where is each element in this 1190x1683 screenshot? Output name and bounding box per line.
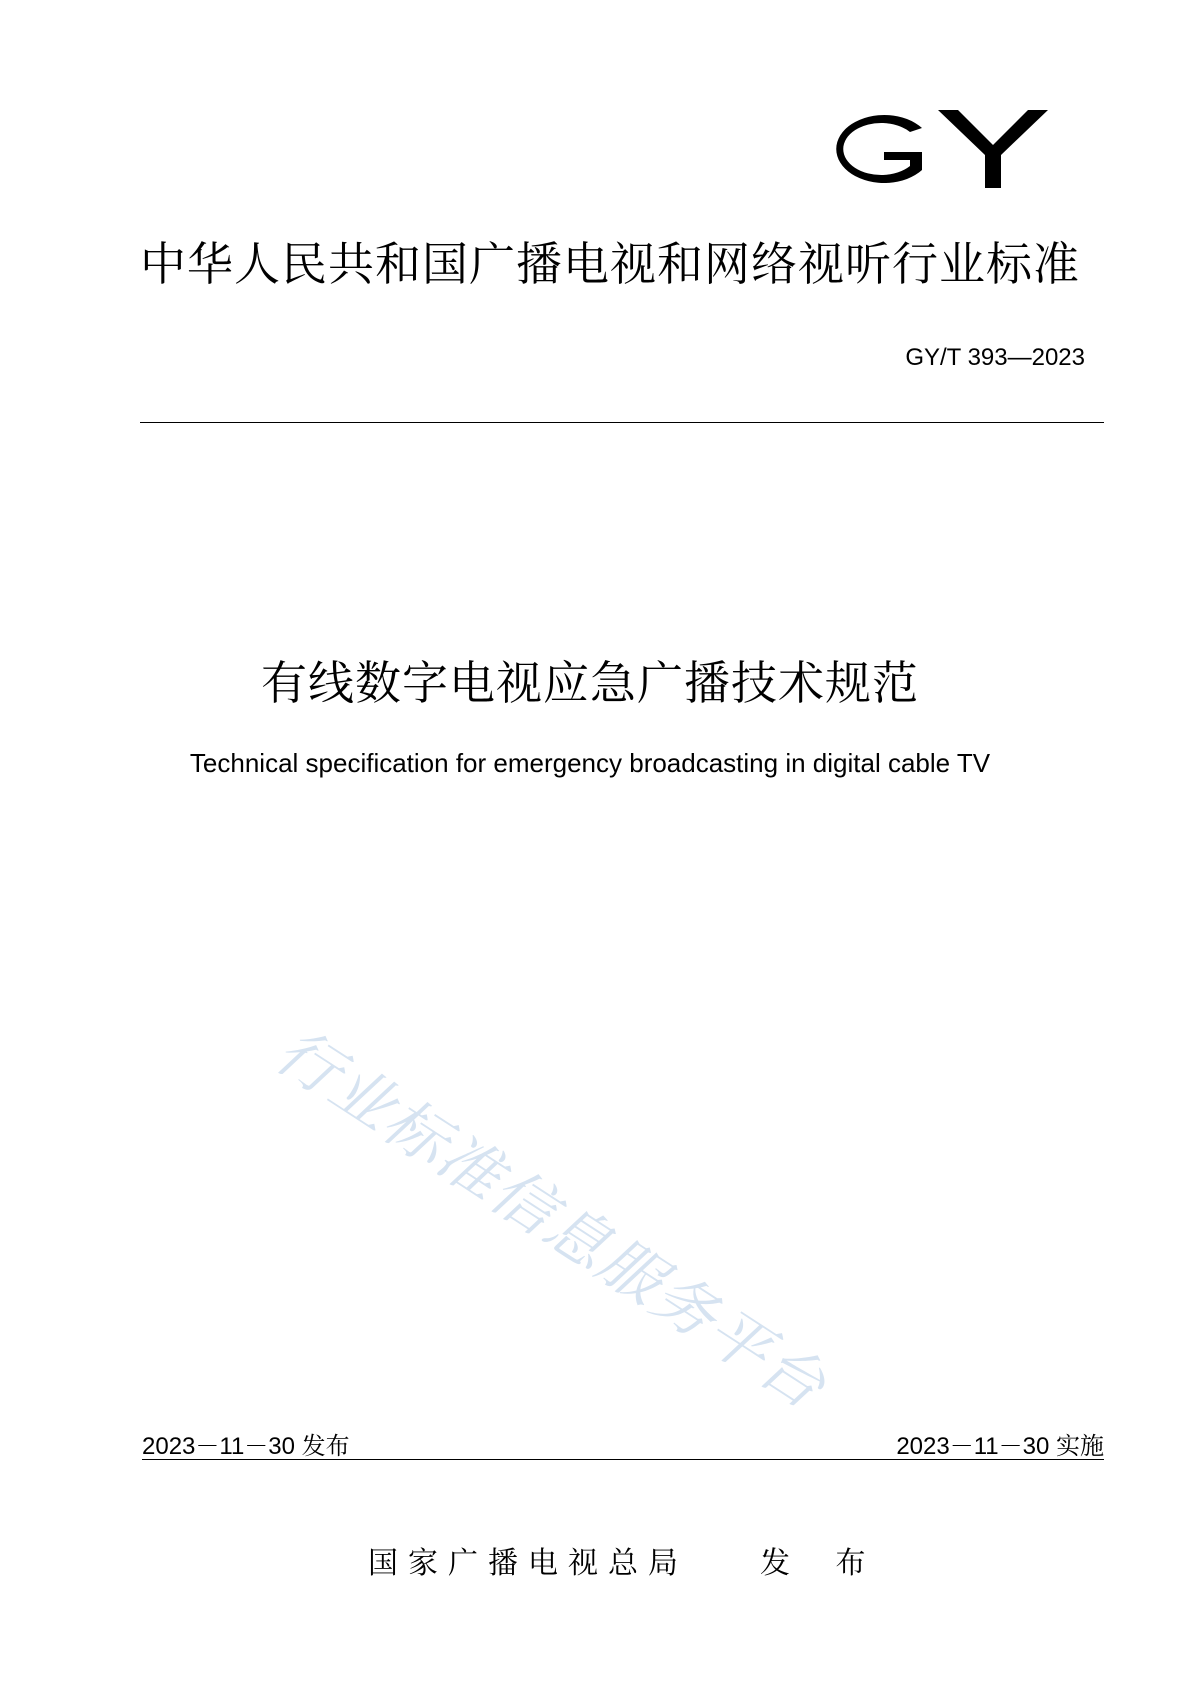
implementation-date: 2023－11－30 实施 xyxy=(896,1433,1104,1460)
top-divider xyxy=(140,422,1104,423)
issuing-authority: 国家广播电视总局 xyxy=(368,1546,688,1581)
document-title-english: Technical specification for emergency broadcasting in digital cable TV xyxy=(189,748,991,778)
watermark: 行业标准信息服务平台 xyxy=(263,1013,840,1424)
gy-logo-graphic xyxy=(810,100,1050,200)
bottom-divider xyxy=(142,1459,1104,1460)
document-title-chinese: 有线数字电视应急广播技术规范 xyxy=(261,656,919,710)
logo-letter-g xyxy=(836,115,922,183)
date-row xyxy=(142,1422,1104,1462)
logo-letter-y xyxy=(938,110,1048,188)
standard-code: GY/T 393—2023 xyxy=(905,344,1085,371)
issue-date: 2023－11－30 发布 xyxy=(142,1433,350,1460)
gy-logo xyxy=(810,100,1050,200)
standard-type-heading: 中华人民共和国广播电视和网络视听行业标准 xyxy=(140,237,1080,291)
issue-label: 发 布 xyxy=(760,1546,884,1581)
